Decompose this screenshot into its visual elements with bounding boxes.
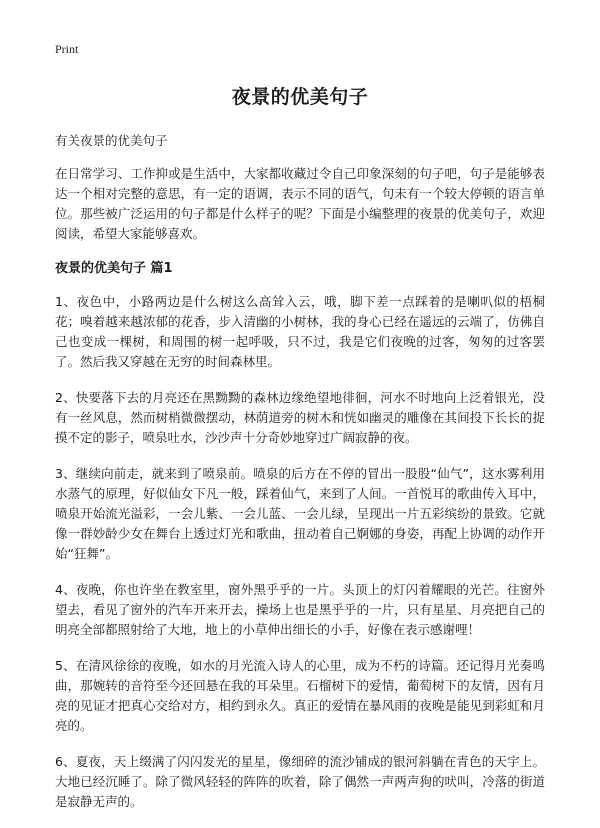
page-title: 夜景的优美句子 xyxy=(231,86,369,108)
print-link[interactable]: Print xyxy=(55,42,79,56)
paragraph-4: 4、夜晚，你也许坐在教室里，窗外黑乎乎的一片。头顶上的灯闪着耀眼的光芒。往窗外望去，看见了窗外的汽车开来开去，操场上也是黑乎乎的一片，只有星星、月亮把自己的明亮全部都照射给了大地，地上的小草伸出细长的小手，好像在表示感谢哩！ xyxy=(55,582,545,637)
document-subtitle: 有关夜景的优美句子 xyxy=(55,133,168,148)
paragraph-6: 6、夏夜，天上缀满了闪闪发光的星星，像细碎的流沙铺成的银河斜躺在青色的天宇上。大地已经沉睡了。除了微风轻轻的阵阵的吹着，除了偶然一声两声狗的吠叫，冷落的街道是寂静无声的。 xyxy=(55,754,545,809)
paragraph-3: 3、继续向前走，就来到了喷泉前。喷泉的后方在不停的冒出一股股“仙气”，这水雾利用水蒸气的原理，好似仙女下凡一般，踩着仙气，来到了人间。一首悦耳的歌曲传入耳中，喷泉开始流光溢彩，一会儿紫、一会儿蓝、一会儿绿，呈现出一片五彩缤纷的景致。它就像一群妙龄少女在舞台上透过灯光和歌曲，扭动着自己婀娜的身姿，再配上协调的动作开始“狂舞”。 xyxy=(55,466,545,561)
intro-paragraph: 在日常学习、工作抑或是生活中，大家都收藏过令自己印象深刻的句子吧，句子是能够表达一个相对完整的意思，有一定的语调，表示不同的语气，句未有一个较大停顿的语言单位。那些被广泛运用的句子都是什么样子的呢？下面是小编整理的夜景的优美句子，欢迎阅读，希望大家能够喜欢。 xyxy=(55,166,545,241)
paragraph-1: 1、夜色中，小路两边是什么树这么高耸入云，哦，脚下差一点踩着的是喇叭似的梧桐花；嗅着越来越浓郁的花香，步入清幽的小树林，我的身心已经在遥远的云端了，仿佛自己也变成一棵树，和周围的树一起呼吸，只不过，我是它们夜晚的过客，匆匆的过客罢了。然后我又穿越在无穷的时间森林里。 xyxy=(55,294,545,369)
paragraph-5: 5、在清风徐徐的夜晚，如水的月光流入诗人的心里，成为不朽的诗篇。还记得月光奏鸣曲，那婉转的音符至今还回悬在我的耳朵里。石榴树下的爱情，葡萄树下的友情，因有月亮的见证才把真心交给对方，相约到永久。真正的爱情在暴风雨的夜晚是能见到彩虹和月亮的。 xyxy=(55,658,545,733)
section-heading: 夜景的优美句子 篇1 xyxy=(55,261,173,276)
paragraph-2: 2、快要落下去的月亮还在黑黝黝的森林边缘绝望地徘徊，河水不时地向上泛着银光，没有一丝风息，然而树梢微微摆动，林荫道旁的树木和恍如幽灵的雕像在其间投下长长的捉摸不定的影子，喷泉吐水，沙沙声十分奇妙地穿过广阔寂静的夜。 xyxy=(55,390,545,445)
